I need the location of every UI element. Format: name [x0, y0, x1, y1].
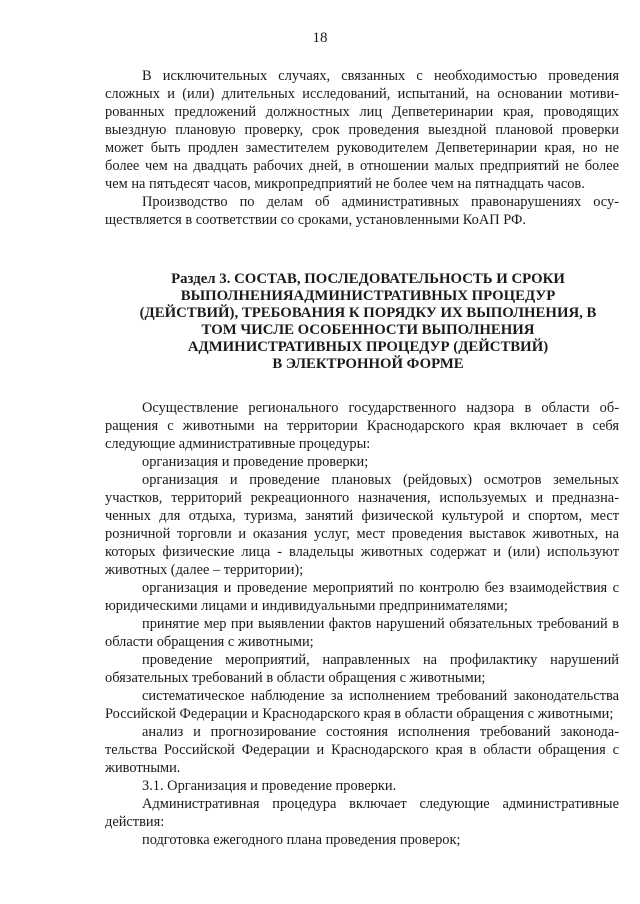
paragraph: В исключительных случаях, связанных с необходимостью проведения сложных и (или) длительных исследований, испытаний, на основании мотивированных предложений должностных лиц Депветеринарии края, проводящих выездную плановую проверку, срок проведения выездной плановой проверки может быть продлен заместителем руководителем Депветеринарии края, но не более чем на двадцать рабочих дней, в отношении малых предприятий не более чем на пятьдесят часов, микропредприятий не более чем на пятнадцать часов. — [105, 68, 619, 192]
list-item: систематическое наблюдение за исполнением требований законодательства Российской Федерации и Краснодарского края в области обращения с животными; — [105, 688, 619, 722]
section-heading — [105, 271, 619, 373]
section-heading-line: ВЫПОЛНЕНИЯАДМИНИСТРАТИВНЫХ ПРОЦЕДУР — [180, 288, 556, 304]
section-heading-line: Раздел 3. СОСТАВ, ПОСЛЕДОВАТЕЛЬНОСТЬ И СРОКИ — [171, 271, 565, 287]
section-heading-line: В ЭЛЕКТРОННОЙ ФОРМЕ — [272, 356, 464, 372]
list-item: проведение мероприятий, направленных на профилактику нарушений обязательных требований в области обращения с животными; — [105, 652, 619, 686]
paragraph: Производство по делам об административных правонарушениях осуществляется в соответствии со сроками, установленными КоАП РФ. — [105, 194, 619, 228]
list-item: подготовка ежегодного плана проведения проверок; — [142, 832, 461, 848]
section-heading-line: (ДЕЙСТВИЙ), ТРЕБОВАНИЯ К ПОРЯДКУ ИХ ВЫПОЛНЕНИЯ, В — [139, 305, 597, 321]
list-item: организация и проведение мероприятий по контролю без взаимодействия с юридическими лицами и индивидуальными предпринимателями; — [105, 580, 619, 614]
section-heading-line: ТОМ ЧИСЛЕ ОСОБЕННОСТИ ВЫПОЛНЕНИЯ — [201, 322, 535, 338]
list-item: организация и проведение проверки; — [142, 454, 369, 470]
list-item: анализ и прогнозирование состояния исполнения требований законодательства Российской Федерации и Краснодарского края в области обращения с животными. — [105, 724, 619, 776]
document-body — [105, 67, 619, 849]
list-item: принятие мер при выявлении фактов нарушений обязательных требований в области обращения с животными; — [105, 616, 619, 650]
paragraph: Административная процедура включает следующие административные действия: — [105, 796, 619, 830]
section-heading-line: АДМИНИСТРАТИВНЫХ ПРОЦЕДУР (ДЕЙСТВИЙ) — [187, 339, 549, 355]
page-number: 18 — [312, 30, 328, 46]
subsection-title: 3.1. Организация и проведение проверки. — [142, 778, 397, 794]
list-item: организация и проведение плановых (рейдовых) осмотров земельных участков, территорий рекреационного назначения, используемых и предназначенных для отдыха, туризма, занятий физической культурой и спортом, мест розничной торговли и оказания услуг, мест проведения выставок животных, на которых физические лица - владельцы животных содержат и (или) используют животных (далее – территории); — [105, 472, 619, 578]
paragraph: Осуществление регионального государственного надзора в области обращения с животными на территории Краснодарского края включает в себя следующие административные процедуры: — [105, 400, 619, 452]
